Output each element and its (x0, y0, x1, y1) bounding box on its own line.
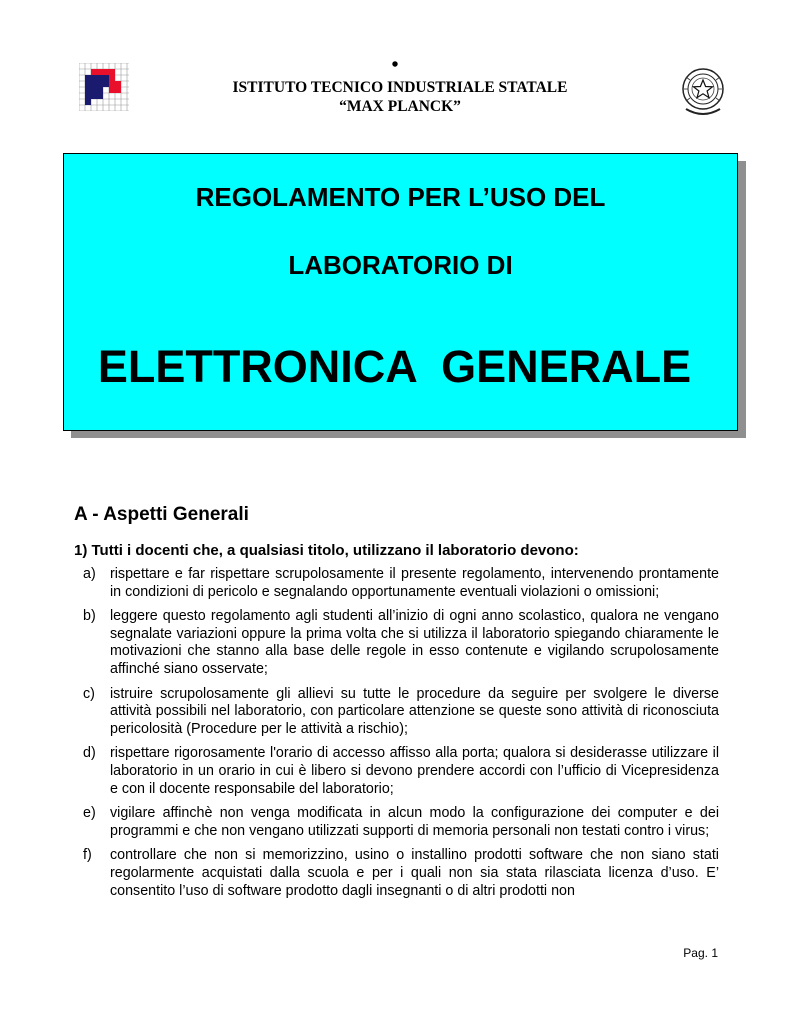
item-text: rispettare rigorosamente l'orario di accesso affisso alla porta; qualora si desiderasse utilizzare il laboratorio in un orario in cui è libero si devono prendere accordi con l’ufficio di Vicepresidenza e con il docente responsabile del laboratorio; (110, 745, 719, 797)
item-letter: c) (83, 685, 95, 702)
list-item (74, 686, 719, 739)
list-item (74, 847, 719, 900)
item-text: controllare che non si memorizzino, usino o installino prodotti software che non siano stati regolarmente acquistati dalla scuola e per i quali non sia stata rilasciata licenza d’uso. E’ consentito l’uso di software prodotto dagli insegnanti o di altri prodotti non (110, 847, 719, 899)
title-line-1: REGOLAMENTO PER L’USO DEL (195, 182, 606, 212)
item-letter: e) (83, 805, 96, 822)
list-item (74, 745, 719, 798)
section-subtitle: 1) Tutti i docenti che, a qualsiasi titolo, utilizzano il laboratorio devono: (74, 542, 579, 559)
school-logo-icon (79, 63, 129, 111)
item-text: istruire scrupolosamente gli allievi su tutte le procedure da seguire per svolgere le diverse attività possibili nel laboratorio, con particolare attenzione se queste sono attività di riconosciuta pericolosità (Procedure per le attività a rischio); (110, 685, 719, 737)
title-line-3: ELETTRONICA GENERALE (97, 341, 692, 392)
item-letter: b) (83, 608, 96, 625)
list-item (74, 608, 719, 678)
item-letter: a) (83, 566, 96, 582)
republic-emblem-icon (678, 63, 728, 123)
list-item (74, 566, 719, 601)
item-letter: d) (83, 745, 96, 762)
header-bullet: • (391, 54, 399, 76)
rules-list (74, 566, 719, 907)
item-text: vigilare affinchè non venga modificata in alcun modo la configurazione dei computer e dei programmi e che non vengano utilizzati supporti di memoria personali non testati contro i virus; (110, 805, 719, 839)
institute-name: ISTITUTO TECNICO INDUSTRIALE STATALE (232, 79, 568, 96)
institute-subname: “MAX PLANCK” (339, 98, 461, 115)
item-letter: f) (83, 847, 92, 864)
title-line-2: LABORATORIO DI (288, 250, 513, 280)
section-title: A - Aspetti Generali (74, 504, 249, 525)
title-box (63, 153, 738, 431)
page-number: Pag. 1 (683, 946, 718, 960)
item-text: rispettare e far rispettare scrupolosamente il presente regolamento, intervenendo prontamente in condizioni di pericolo e segnalando opportunamente eventuali violazioni o omissioni; (110, 566, 719, 600)
list-item (74, 805, 719, 840)
item-text: leggere questo regolamento agli studenti all’inizio di ogni anno scolastico, qualora ne vengano segnalate variazioni oppure la prima volta che si utilizza il laboratorio spiegando chiaramente le motivazioni che stanno alla base delle regole in esso contenute e vigilando scrupolosamente affinché siano osservate; (110, 608, 719, 677)
